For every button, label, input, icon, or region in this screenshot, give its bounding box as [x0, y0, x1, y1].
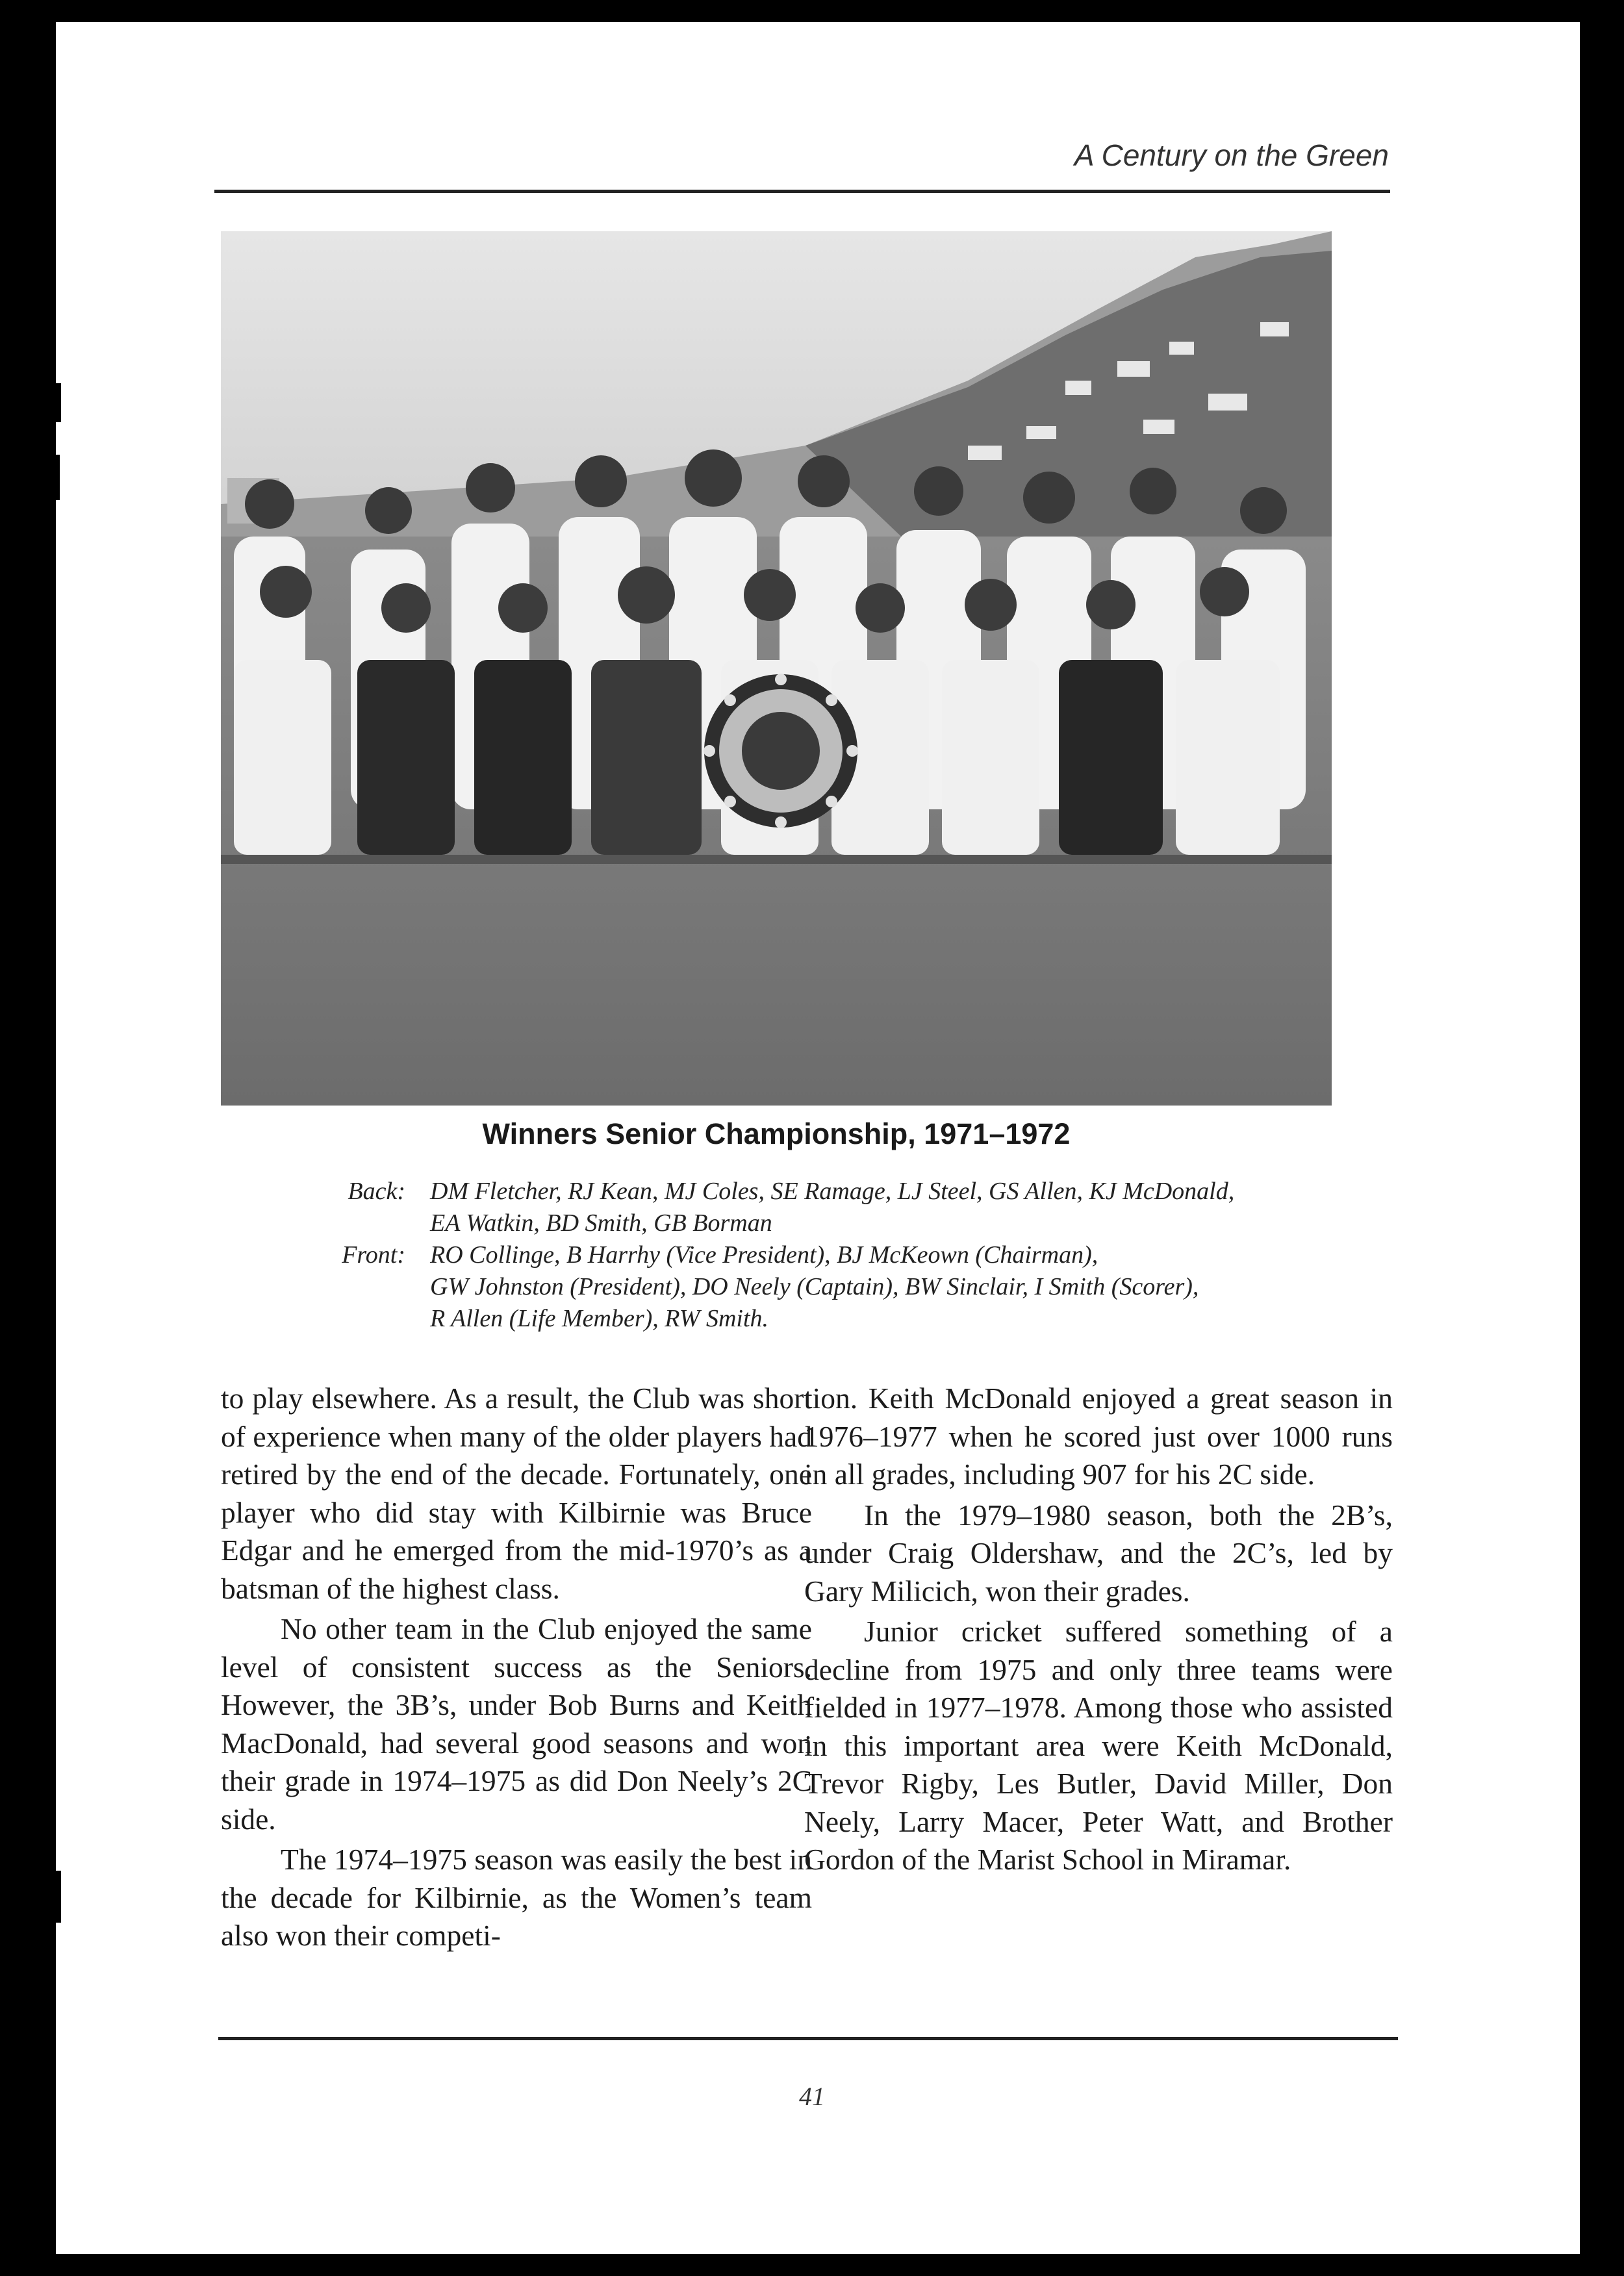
- paragraph: tion. Keith McDonald enjoyed a great season in 1976–1977 when he scored just over 1000 runs in all grades, including 907 for his 2C side.: [804, 1382, 1393, 1491]
- championship-shield: [704, 674, 858, 828]
- team-photo: [221, 231, 1332, 1106]
- front-names: [430, 1239, 1384, 1335]
- back-names: [430, 1176, 1384, 1239]
- paragraph: No other team in the Club enjoyed the same level of consistent success as the Seniors. However, the 3B’s, under Bob Burns and Keith MacDonald, had several good seasons and won their grade in 1974–1975 as did Don Neely’s 2C side.: [221, 1612, 812, 1836]
- footer-rule: [218, 2037, 1398, 2040]
- credits-front-row: [305, 1239, 1384, 1335]
- scan-edge-mark: [55, 383, 61, 422]
- credits-back-row: [305, 1176, 1384, 1239]
- scan-edge-mark: [55, 455, 60, 500]
- front-names-line: RO Collinge, B Harrhy (Vice President), BJ McKeown (Chairman),: [430, 1241, 1098, 1269]
- back-names-line: DM Fletcher, RJ Kean, MJ Coles, SE Ramage, LJ Steel, GS Allen, KJ McDonald,: [430, 1178, 1235, 1205]
- photo-caption-title: Winners Senior Championship, 1971–1972: [482, 1117, 1071, 1150]
- header-rule: [214, 190, 1390, 193]
- paragraph: Junior cricket suffered something of a decline from 1975 and only three teams were fielded in 1977–1978. Among those who assisted in this important area were Keith McDonald, Trevor Rigby, Les Butler, David Miller, Don Neely, Larry Macer, Peter Watt, and Brother Gordon of the Marist School in Miramar.: [804, 1615, 1393, 1876]
- front-label: Front:: [342, 1241, 405, 1269]
- photo-bench: [221, 855, 1332, 864]
- paragraph: The 1974–1975 season was easily the best in the decade for Kilbirnie, as the Women’s team also won their competi-: [221, 1843, 812, 1952]
- front-names-line: GW Johnston (President), DO Neely (Captain), BW Sinclair, I Smith (Scorer),: [430, 1273, 1199, 1300]
- paragraph: to play elsewhere. As a result, the Club was short of experience when many of the older players had retired by the end of the decade. Fortunately, one player who did stay with Kilbirnie was Bruce Edgar and he emerged from the mid-1970’s as a batsman of the highest class.: [221, 1382, 812, 1605]
- paragraph: In the 1979–1980 season, both the 2B’s, under Craig Oldershaw, and the 2C’s, led by Gary Milicich, won their grades.: [804, 1498, 1393, 1608]
- front-names-line: R Allen (Life Member), RW Smith.: [430, 1305, 768, 1332]
- body-column-left: [221, 1380, 812, 1955]
- photo-credits: [305, 1176, 1384, 1335]
- running-head: A Century on the Green: [1074, 138, 1389, 172]
- body-column-right: [804, 1380, 1393, 1879]
- back-names-line: EA Watkin, BD Smith, GB Borman: [430, 1209, 772, 1237]
- back-label: Back:: [348, 1178, 405, 1205]
- scan-edge-mark: [55, 1871, 61, 1923]
- page-number: 41: [799, 2082, 825, 2111]
